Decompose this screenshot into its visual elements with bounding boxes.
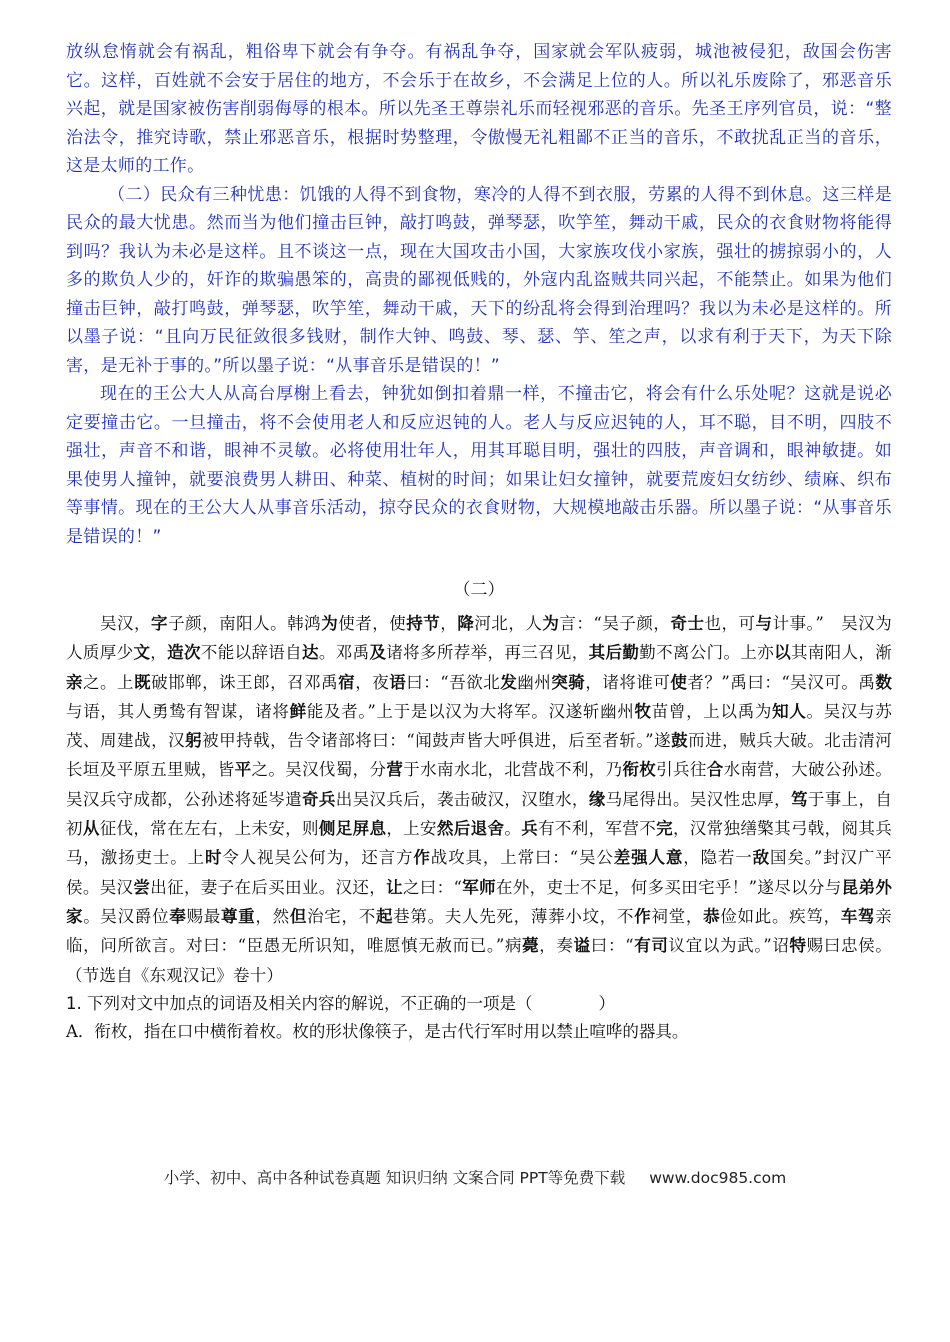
highlighted-term: 达	[302, 643, 319, 663]
highlighted-term: 尊重	[220, 906, 256, 926]
highlighted-term: 数	[875, 672, 893, 692]
question-stem: 1. 下列对文中加点的词语及相关内容的解说，不正确的一项是（ ）	[66, 993, 615, 1013]
highlighted-term: 其后勤	[588, 643, 640, 663]
passage-text: 曰：“吾欲北	[406, 672, 501, 692]
passage-text: 于事上，自初	[66, 789, 893, 839]
highlighted-term: 昆弟外家	[66, 877, 893, 926]
highlighted-term: 车驾	[840, 906, 876, 926]
highlighted-term: 从	[82, 819, 100, 839]
footer-text: 小学、初中、高中各种试卷真题 知识归纳 文案合同 PPT等免费下载	[163, 1169, 626, 1187]
highlighted-term: 奇兵	[302, 789, 336, 809]
passage-text: 勤不离公门。上亦	[639, 643, 775, 663]
highlighted-term: 让	[386, 877, 403, 897]
passage-text: 巷第。夫人先死，薄葬小坟，不	[393, 906, 635, 926]
passage-text: 之。上	[83, 672, 135, 692]
highlighted-term: 躬	[185, 731, 203, 751]
highlighted-term: 起	[375, 906, 394, 926]
passage-text: 其南阳人，渐	[790, 643, 892, 663]
highlighted-term: 然后退舍	[436, 819, 505, 839]
translation-paragraph-1: 放纵怠惰就会有祸乱，粗俗卑下就会有争夺。有祸乱争夺，国家就会军队疲弱，城池被侵犯，敌国会伤害它。这样，百姓就不会安于居住的地方，不会乐于在故乡，不会满足上位的人。所以礼乐废除了，邪恶音乐兴起，就是国家被伤害削弱侮辱的根本。所以先圣王尊崇礼乐而轻视邪恶的音乐。先圣王序列官员，说：“整治法令，推究诗歌，禁止邪恶音乐，根据时势整理，令傲慢无礼粗鄙不正当的音乐，不敢扰乱正当的音乐，这是太师的工作。	[66, 42, 892, 176]
highlighted-term: 薨	[522, 936, 540, 956]
highlighted-term: 文	[133, 643, 151, 663]
highlighted-term: 有司	[633, 936, 669, 956]
passage-text: ，夜	[355, 672, 390, 692]
highlighted-term: 使	[670, 672, 688, 692]
passage-text: 于水南水北，北营战不利，乃	[403, 760, 623, 780]
passage-text: 马尾得出。吴汉性忠厚，	[605, 789, 792, 809]
highlighted-term: 奉	[169, 906, 187, 926]
highlighted-term: 既	[134, 672, 152, 692]
highlighted-term: 及	[369, 643, 387, 663]
highlighted-term: 平	[234, 760, 252, 780]
passage-text: ，然	[255, 906, 290, 926]
passage-text: 。吴汉与苏茂、周建战，汉	[66, 701, 893, 751]
passage-text: 在外，吏士不足，何多买田宅乎！”遂尽以分与	[495, 877, 842, 897]
highlighted-term: 侧足屏息	[318, 819, 387, 839]
highlighted-term: 宿	[338, 672, 356, 692]
passage-text: 治宅，不	[307, 906, 376, 926]
highlighted-term: 亲	[66, 672, 84, 692]
footer-url[interactable]: www.doc985.com	[649, 1169, 787, 1187]
passage-text: 苗曾，上以禹为	[651, 701, 773, 721]
highlighted-term: 奇士	[670, 614, 705, 633]
passage-text: 祠堂，	[651, 906, 704, 926]
translation-paragraph-3: 现在的王公大人从高台厚榭上看去，钟犹如倒扣着鼎一样，不撞击它，将会有什么乐处呢？这就是说必定要撞击它。一旦撞击，将不会使用老人和反应迟钝的人。老人与反应迟钝的人，耳不聪，目不明，四肢不强壮，声音不和谐，眼神不灵敏。必将使用壮年人，用其耳聪目明，强壮的四肢，声音调和，眼神敏捷。如果使男人撞钟，就要浪费男人耕田、种菜、植树的时间；如果让妇女撞钟，就要荒废妇女纺纱、绩麻、织布等事情。现在的王公大人从事音乐活动，掠夺民众的衣食财物，大规模地敲击乐器。所以墨子说：“从事音乐是错误的！”	[66, 384, 892, 547]
passage-text: 赐曰忠侯。（节选自《东观汉记》卷十）	[66, 936, 893, 985]
document-page	[66, 38, 892, 1046]
passage-text: 俭如此。疾笃，	[720, 906, 841, 926]
passage-text: 水南营，大破公孙述。吴汉兵守成都，公孙述将延岑遣	[66, 760, 893, 809]
section-title: （二）	[453, 580, 505, 600]
passage-text: 子颜，南阳人。韩鸿	[168, 614, 322, 633]
passage-text: 有不利，军营不	[538, 819, 657, 839]
highlighted-term: 兵	[521, 819, 539, 839]
highlighted-term: 与	[755, 614, 773, 633]
passage-text: 河北，人	[474, 614, 543, 633]
passage-text: 能及者。”上于是以汉为大将军。汉遂斩幽州	[306, 701, 635, 721]
highlighted-term: 恭	[703, 906, 721, 926]
translation-block	[66, 38, 892, 551]
passage-text: 赐最	[186, 906, 221, 926]
passage-text: 出吴汉兵后，袭击破汉，汉堕水，	[335, 789, 589, 809]
translation-paragraph-2: （二）民众有三种忧患：饥饿的人得不到食物，寒冷的人得不到衣服，劳累的人得不到休息。这三样是民众的最大忧患。然而当为他们撞击巨钟，敲打鸣鼓，弹琴瑟，吹竽笙，舞动干戚，民众的衣食财物将能得到吗？我认为未必是这样。且不谈这一点，现在大国攻击小国，大家族攻伐小家族，强壮的掳掠弱小的，人多的欺负人少的，奸诈的欺骗愚笨的，高贵的鄙视低贱的，外寇内乱盗贼共同兴起，不能禁止。如果为他们撞击巨钟，敲打鸣鼓，弹琴瑟，吹竽笙，舞动干戚，天下的纷乱将会得到治理吗？我以为未必是这样的。所以墨子说：“且向万民征敛很多钱财，制作大钟、鸣鼓、琴、瑟、竽、笙之声，以求有利于天下，为天下除害，是无补于事的。”所以墨子说：“从事音乐是错误的！”	[66, 184, 892, 376]
highlighted-term: 降	[457, 614, 475, 633]
highlighted-term: 知人	[772, 701, 807, 721]
passage-text: ，隐若一	[683, 848, 753, 868]
passage-text: 而进，贼兵大破。北击清河长垣及平原五里贼，皆	[66, 731, 893, 780]
passage-text: 之曰：“	[402, 877, 463, 897]
highlighted-term: 突骑	[551, 672, 586, 692]
highlighted-term: 营	[386, 760, 404, 780]
highlighted-term: 但	[289, 906, 308, 926]
highlighted-term: 发	[500, 672, 518, 692]
passage-text: 言：“吴子颜，	[559, 614, 671, 633]
passage-text: ，汉常独缮檠其弓戟，阅其兵马，激扬吏士。上	[66, 819, 892, 868]
passage-text: 吴汉，	[100, 614, 152, 633]
passage-text: 战攻具，上常曰：“吴公	[430, 848, 614, 868]
passage-text: 。吴汉爵位	[83, 906, 170, 926]
passage-text: 与语，其人勇鸷有智谋，诸将	[66, 701, 290, 721]
highlighted-term: 合	[706, 760, 724, 780]
passage-text: 也，可	[704, 614, 756, 633]
passage-text: 计事。” 吴汉为人质厚少	[66, 614, 893, 663]
passage-text: 之。吴汉伐蜀，分	[251, 760, 387, 780]
passage-text: ，	[150, 643, 168, 663]
passage-text: 不能以辞语自	[200, 643, 303, 663]
passage-text: ，诸将谁可	[585, 672, 671, 692]
highlighted-term: 持节	[406, 614, 441, 633]
passage-text: 令人视吴公何为，还言方	[222, 848, 414, 868]
highlighted-term: 字	[151, 614, 169, 633]
highlighted-term: 为	[542, 614, 560, 633]
highlighted-term: 军师	[462, 877, 496, 897]
passage-text: 亲临，问所欲言。对曰：“臣愚无所识知，唯愿慎无赦而已。”病	[66, 906, 892, 956]
highlighted-term: 时	[204, 848, 223, 868]
passage-text: 出征，妻子在后买田业。汉还，	[150, 877, 387, 897]
highlighted-term: 为	[321, 614, 339, 633]
passage-text: 被甲持戟，告令诸部将曰：“闻鼓声皆大呼俱进，后至者斩。”遂	[202, 731, 672, 751]
highlighted-term: 特	[789, 936, 807, 956]
passage-text: 幽州	[517, 672, 552, 692]
passage-text: 。	[504, 819, 522, 839]
highlighted-term: 以	[774, 643, 791, 663]
highlighted-term: 语	[389, 672, 407, 692]
highlighted-term: 鼓	[671, 731, 689, 751]
option-a: A．衔枚，指在口中横衔着枚。枚的形状像筷子，是古代行军时用以禁止喧哗的器具。	[66, 1021, 689, 1041]
passage-text: 。邓禹	[318, 643, 370, 663]
passage-text: 国矣。”封汉广平侯。吴汉	[66, 848, 892, 897]
passage-text: 使者，使	[338, 614, 407, 633]
highlighted-term: 造次	[167, 643, 201, 663]
highlighted-term: 尝	[133, 877, 151, 897]
passage-text: ，奏	[539, 936, 574, 956]
highlighted-term: 牧	[634, 701, 652, 721]
highlighted-term: 作	[413, 848, 431, 868]
passage-text: ，	[440, 614, 458, 633]
highlighted-term: 衔枚	[622, 760, 657, 780]
passage-text: ，上安	[386, 819, 437, 839]
classical-passage	[66, 609, 892, 990]
passage-text: 征伐，常在左右，上未安，则	[99, 819, 319, 839]
passage-text: 诸将多所荐举，再三召见，	[386, 643, 589, 663]
highlighted-term: 谥	[573, 936, 591, 956]
passage-text: 引兵往	[656, 760, 707, 780]
highlighted-term: 差强人意	[613, 848, 684, 868]
passage-text: 议宜以为武。”诏	[668, 936, 790, 956]
highlighted-term: 鲜	[289, 701, 307, 721]
footer	[0, 1166, 950, 1188]
passage-text: 曰：“	[590, 936, 634, 956]
highlighted-term: 笃	[791, 789, 808, 809]
highlighted-term: 敌	[752, 848, 771, 868]
passage-text: 者？”禹曰：“吴汉可。禹	[687, 672, 876, 692]
passage-text: 破邯郸，诛王郎，召邓禹	[151, 672, 339, 692]
highlighted-term: 完	[656, 819, 673, 839]
highlighted-term: 缘	[588, 789, 606, 809]
highlighted-term: 作	[634, 906, 652, 926]
